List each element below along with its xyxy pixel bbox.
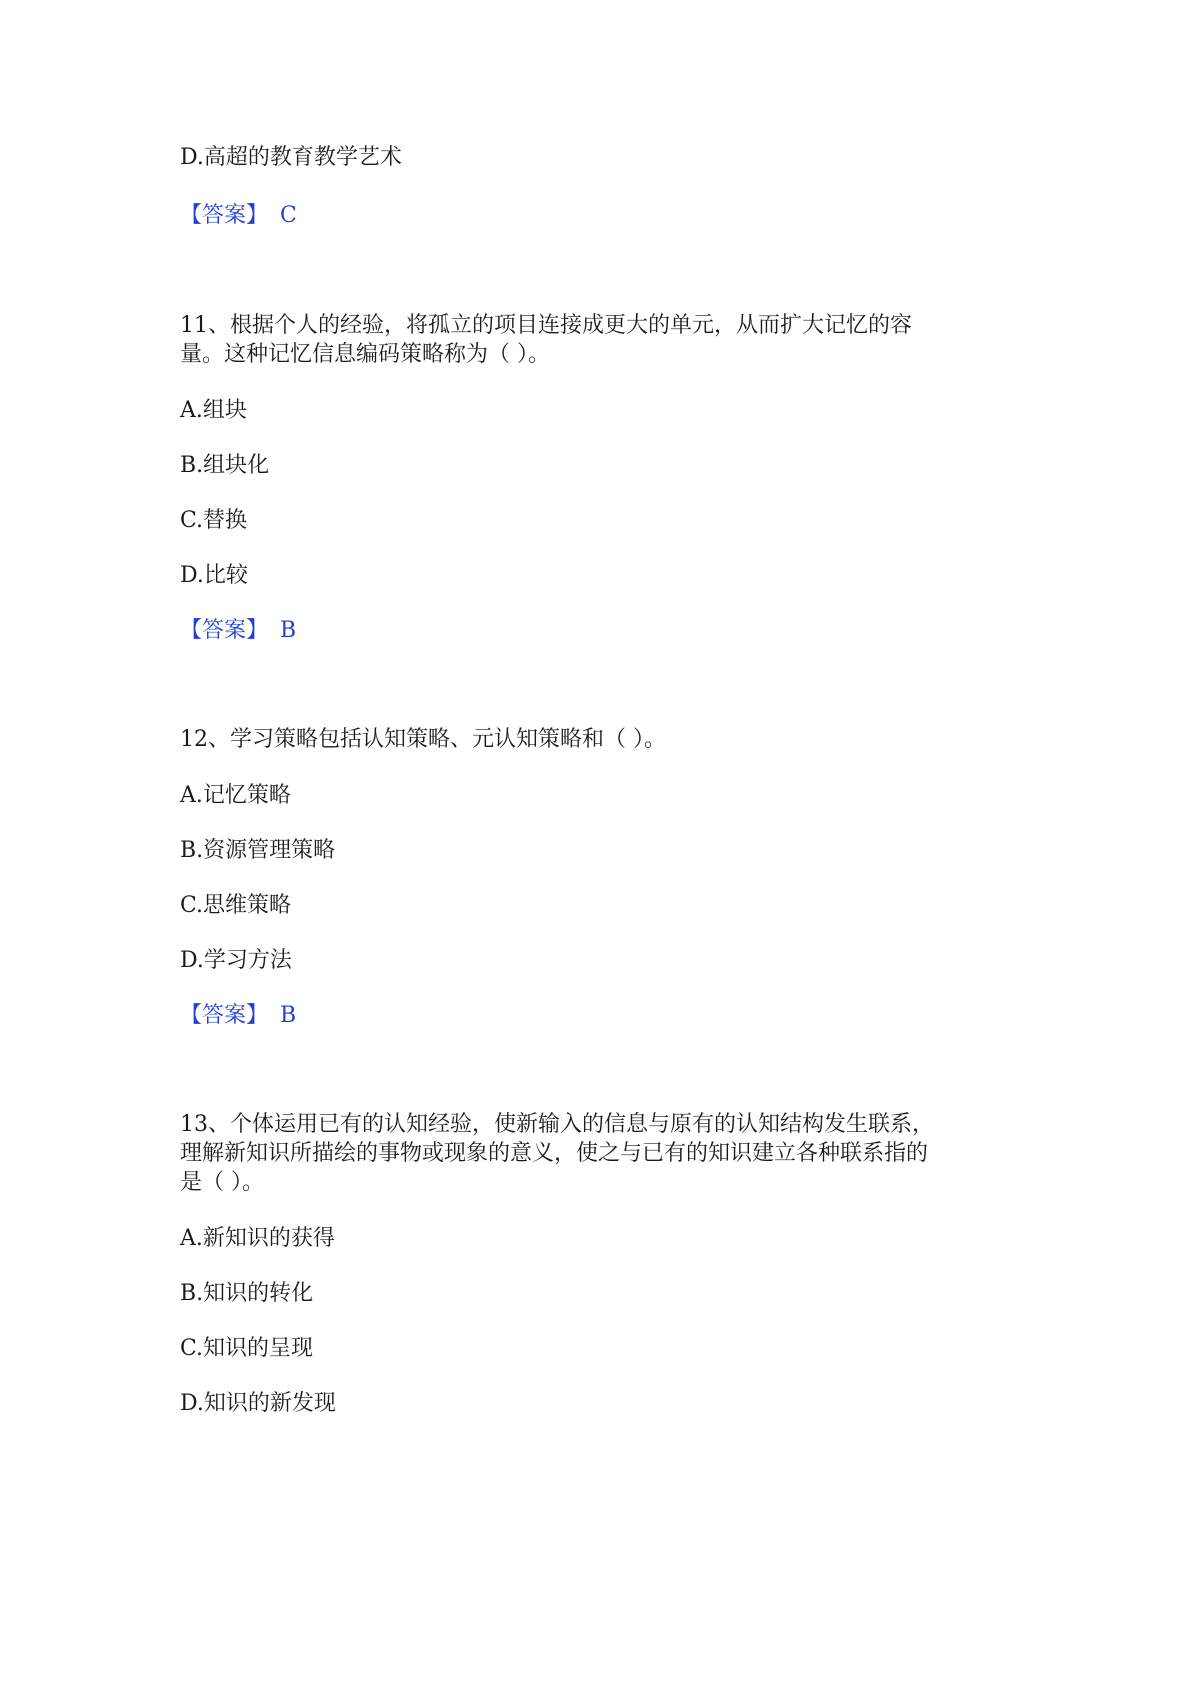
q11-stem-line1: 11、根据个人的经验，将孤立的项目连接成更大的单元，从而扩大记忆的容 (180, 313, 912, 338)
answer-value: C (280, 203, 297, 228)
q11-option-a: A.组块 (180, 398, 247, 423)
q12-option-a: A.记忆策略 (180, 783, 291, 808)
q12-option-d: D.学习方法 (180, 948, 292, 973)
q10-option-d: D.高超的教育教学艺术 (180, 145, 402, 170)
answer-label: 【答案】 (180, 1003, 269, 1028)
q11-answer (180, 616, 296, 646)
q11-stem-line2: 量。这种记忆信息编码策略称为（ ）。 (180, 342, 550, 367)
q13-option-a: A.新知识的获得 (180, 1226, 335, 1251)
answer-value: B (280, 618, 297, 643)
q13-option-c: C.知识的呈现 (180, 1336, 314, 1361)
q13-stem-line1: 13、个体运用已有的认知经验，使新输入的信息与原有的认知结构发生联系， (180, 1112, 934, 1137)
q11-option-c: C.替换 (180, 508, 248, 533)
q11-option-d: D.比较 (180, 563, 248, 588)
q13-option-d: D.知识的新发现 (180, 1391, 336, 1416)
q13-option-b: B.知识的转化 (180, 1281, 314, 1306)
answer-label: 【答案】 (180, 203, 269, 228)
q12-answer (180, 1001, 296, 1031)
q12-option-c: C.思维策略 (180, 893, 292, 918)
answer-value: B (280, 1003, 297, 1028)
q11-option-b: B.组块化 (180, 453, 270, 478)
q12-stem-line1: 12、学习策略包括认知策略、元认知策略和（ ）。 (180, 727, 666, 752)
q10-answer (180, 201, 297, 231)
q13-stem-line3: 是（ ）。 (180, 1170, 264, 1195)
q13-stem-line2: 理解新知识所描绘的事物或现象的意义，使之与已有的知识建立各种联系指的 (180, 1141, 929, 1166)
q12-option-b: B.资源管理策略 (180, 838, 336, 863)
answer-label: 【答案】 (180, 618, 269, 643)
